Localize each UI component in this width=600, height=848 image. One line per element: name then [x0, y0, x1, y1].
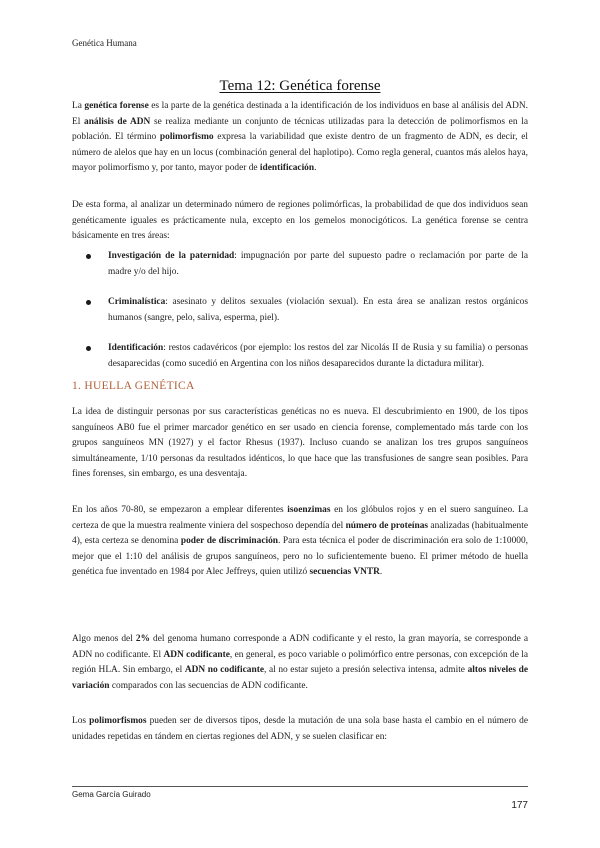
text-run: . Para esta técnica el poder de discriminación era solo de 1:10000, mejor que el 1:10 del análisis de grupos sanguíneos, pero no lo suficientemente bueno. El primer método de huella genética fue inventado en 1984 por Alec Jeffreys, quien utilizó	[72, 536, 528, 577]
bullet-icon	[86, 300, 91, 305]
section-paragraph-4	[72, 714, 528, 745]
bold-term: ADN no codificante	[184, 665, 264, 675]
text-run: es la parte de la genética destinada a la identificación de los individuos en base al análisis del ADN. El	[72, 101, 528, 127]
list-item	[72, 341, 528, 372]
bold-term: Investigación de la paternidad	[108, 251, 235, 261]
text-run: : asesinato y delitos sexuales (violación sexual). En esta área se analizan restos orgánicos humanos (sangre, pelo, saliva, esperma, piel).	[108, 297, 528, 323]
text-run: De esta forma, al analizar un determinado número de regiones polimórficas, la probabilidad de que dos individuos sean genéticamente iguales es prácticamente nula, excepto en los gemelos monocigóticos. La genética forense se centra básicamente en tres áreas:	[72, 200, 528, 241]
text-run: comparados con las secuencias de ADN codificante.	[109, 680, 308, 691]
bold-term: identificación	[259, 163, 315, 173]
footer-author: Gema García Guirado	[72, 790, 151, 799]
bold-term: poder de discriminación	[180, 536, 279, 546]
text-run: La idea de distinguir personas por sus características genéticas no es nueva. El descubrimiento en 1900, de los tipos sanguíneos AB0 fue el primer marcador genético en ser usado en ciencia forense, complementado más tarde con los grupos sanguíneos MN (1927) y el factor Rhesus (1937). Incluso cuando se analizan los tres grupos sanguíneos simultáneamente, 1/10 personas da resultados idénticos, lo que hace que las transfusiones de sangre sean posibles. Para fines forenses, sin embargo, es una desventaja.	[72, 407, 528, 479]
text-run: .	[314, 163, 317, 173]
bold-term: análisis de ADN	[84, 116, 151, 127]
text-run: : impugnación por parte del supuesto padre o reclamación por parte de la madre y/o del hijo.	[108, 251, 528, 277]
bold-term: polimorfismos	[89, 716, 147, 726]
bold-term: altos niveles de variación	[72, 665, 528, 691]
section-paragraph-3	[72, 632, 528, 694]
text-run: La	[72, 101, 85, 111]
bold-term: 2%	[135, 634, 150, 644]
areas-list	[72, 249, 528, 387]
intro-paragraph-1	[72, 99, 528, 177]
text-run: en los glóbulos rojos y en el suero sanguíneo. La certeza de que la muestra realmente viniera del sospechoso dependía del	[72, 505, 529, 531]
text-run: , en general, es poco variable o polimórfico entre personas, con excepción de la región HLA. Sin embargo, el	[72, 649, 528, 675]
list-item	[72, 249, 528, 280]
text-run: .	[379, 567, 383, 577]
bold-term: número de proteínas	[345, 520, 429, 531]
running-header: Genética Humana	[72, 38, 137, 48]
text-run: En los años 70-80, se empezaron a emplear diferentes	[72, 505, 288, 515]
bold-term: genética forense	[84, 101, 149, 111]
page-title: Tema 12: Genética forense	[219, 78, 381, 94]
text-run: pueden ser de diversos tipos, desde la mutación de una sola base hasta el cambio en el número de unidades repetidas en tándem en ciertas regiones del ADN, y se suelen clasificar en:	[72, 716, 528, 742]
text-run: , al no estar sujeto a presión selectiva intensa, admite	[264, 665, 468, 675]
text-run: analizadas (habitualmente 4), esta certeza se denomina	[72, 520, 529, 546]
bold-term: Identificación	[108, 343, 164, 353]
bold-term: Criminalística	[108, 297, 166, 307]
section-heading: 1. HUELLA GENÉTICA	[72, 380, 195, 392]
bold-term: polimorfismo	[159, 132, 214, 142]
intro-paragraph-2	[72, 198, 528, 245]
section-paragraph-1	[72, 405, 528, 483]
bullet-icon	[86, 346, 91, 351]
bold-term: ADN codificante	[163, 649, 230, 660]
text-run: Los	[72, 716, 90, 726]
list-item	[72, 295, 528, 326]
list-item-text	[108, 295, 528, 326]
page-number: 177	[511, 800, 528, 811]
section-paragraph-2	[72, 503, 528, 581]
text-run: expresa la variabilidad que existe dentro de un fragmento de ADN, es decir, el número de alelos que hay en un locus (combinación general del haplotipo). Como regla general, cuantos más alelos haya, mayor polimorfismo y, por tanto, mayor poder de	[72, 132, 528, 173]
bullet-icon	[86, 254, 91, 259]
footer-divider	[72, 786, 528, 787]
text-run: se realiza mediante un conjunto de técnicas utilizadas para la detección de polimorfismos en la población. El término	[72, 116, 528, 142]
text-run: : restos cadavéricos (por ejemplo: los restos del zar Nicolás II de Rusia y su familia) o personas desaparecidas (como sucedió en Argentina con los niños desaparecidos durante la dictadura militar).	[108, 343, 528, 369]
list-item-text	[108, 341, 528, 372]
list-item-text	[108, 249, 528, 280]
bold-term: isoenzimas	[287, 505, 331, 515]
text-run: Algo menos del	[72, 634, 136, 644]
text-run: del genoma humano corresponde a ADN codificante y el resto, la gran mayoría, se corresponde a ADN no codificante. El	[72, 634, 528, 660]
bold-term: secuencias VNTR	[309, 567, 380, 577]
